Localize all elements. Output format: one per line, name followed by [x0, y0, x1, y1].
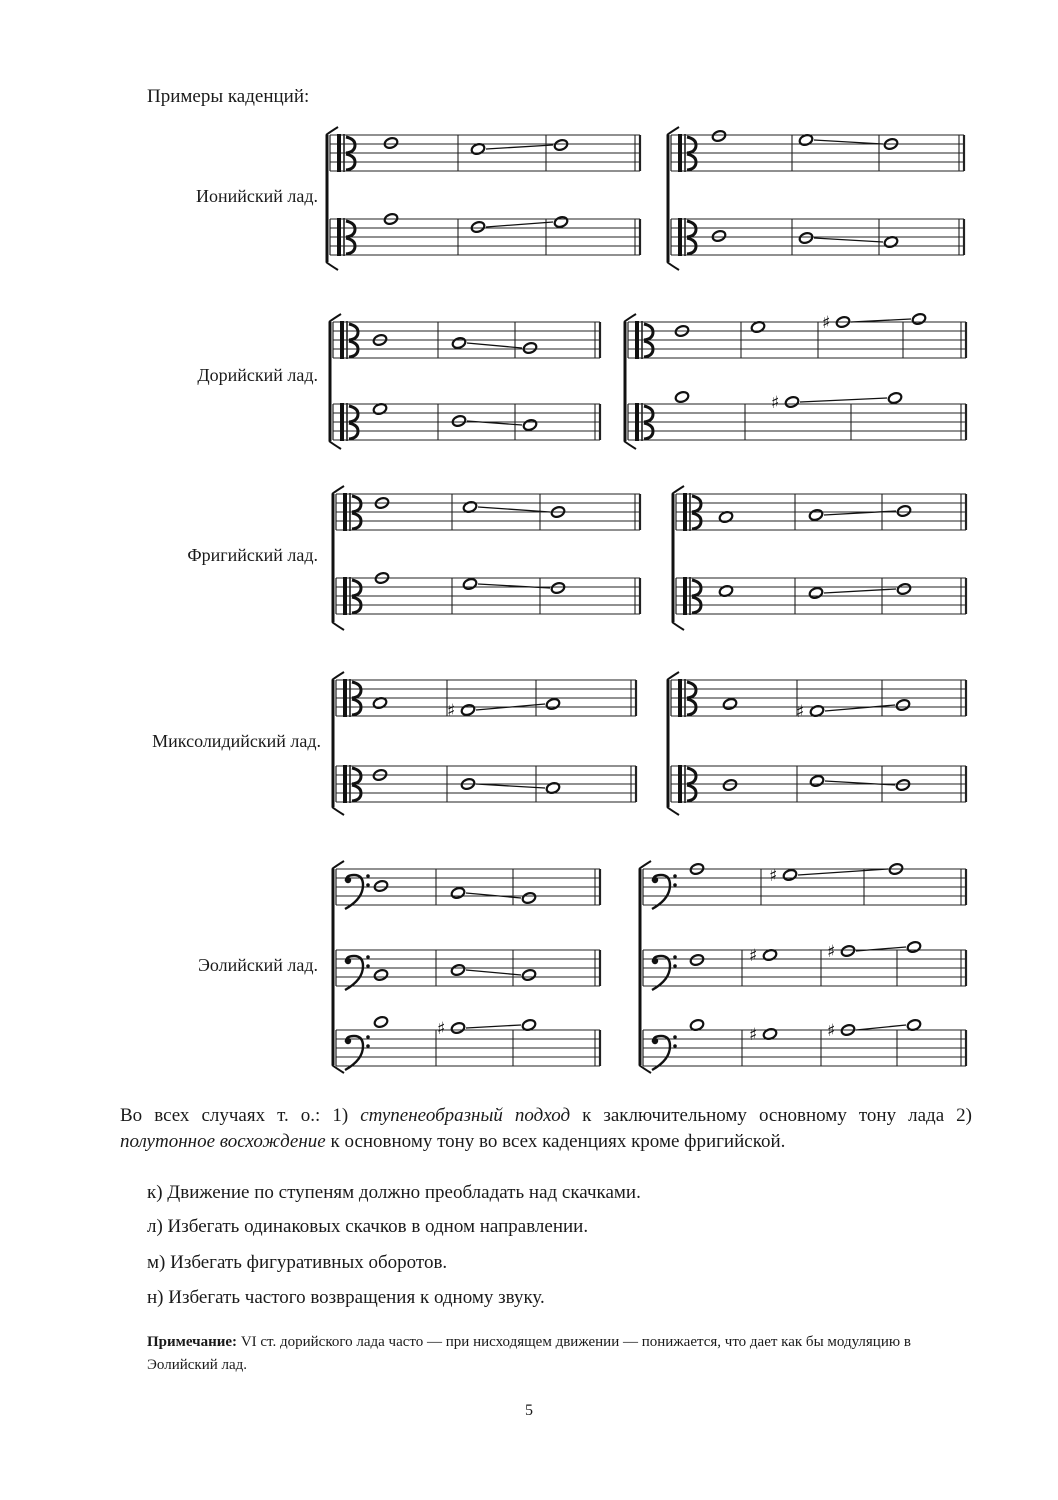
- bracket-hook-top: [332, 861, 344, 869]
- whole-note: [553, 138, 568, 151]
- footnote-label: Примечание:: [147, 1334, 238, 1350]
- whole-note: [462, 577, 477, 590]
- whole-note: [722, 697, 737, 710]
- c-clef-icon: [337, 218, 341, 256]
- f-clef-dot: [366, 1044, 370, 1048]
- rule-k: к) Движение по ступеням должно преобладать над скачками.: [147, 1182, 641, 1203]
- whole-note: [450, 963, 465, 976]
- f-clef-dot: [673, 1035, 677, 1039]
- sharp-icon: ♯: [749, 1025, 758, 1045]
- whole-note: [809, 774, 824, 787]
- summary-paragraph: [120, 1103, 972, 1155]
- sharp-icon: ♯: [749, 946, 758, 966]
- connecting-line: [478, 507, 550, 512]
- whole-note: [451, 336, 466, 349]
- whole-note: [522, 418, 537, 431]
- sharp-icon: ♯: [827, 942, 836, 962]
- bracket-hook-bottom: [332, 622, 344, 630]
- summary-suffix: к основному тону во всех каденциях кроме фригийской.: [325, 1131, 786, 1152]
- f-clef-dot: [366, 964, 370, 968]
- staff: [330, 218, 640, 256]
- rule-n: н) Избегать частого возвращения к одному звуку.: [147, 1287, 545, 1308]
- connecting-line: [800, 398, 887, 402]
- connecting-line: [814, 238, 883, 242]
- f-clef-dot: [673, 874, 677, 878]
- whole-note: [689, 953, 704, 966]
- whole-note: [808, 586, 823, 599]
- whole-note: [450, 1021, 465, 1034]
- staff: [671, 765, 966, 803]
- connecting-line: [814, 140, 883, 144]
- summary-term-stepwise: ступенеобразный подход: [360, 1105, 571, 1126]
- bracket-hook-bottom: [332, 807, 344, 815]
- bracket-hook-top: [624, 314, 636, 322]
- connecting-line: [486, 145, 553, 149]
- whole-note: [711, 229, 726, 242]
- c-clef-icon: [337, 134, 341, 172]
- staff: [671, 218, 964, 256]
- whole-note: [550, 581, 565, 594]
- footnote: [147, 1331, 973, 1377]
- c-clef-icon: [343, 493, 347, 531]
- connecting-line: [856, 1025, 906, 1030]
- connecting-line: [825, 705, 895, 711]
- sharp-icon: ♯: [447, 701, 456, 721]
- summary-middle: к заключительному основному тону лада 2): [570, 1105, 972, 1126]
- section-heading: Примеры каденций:: [147, 86, 310, 107]
- c-clef-icon: [340, 403, 344, 441]
- whole-note: [808, 508, 823, 521]
- whole-note: [906, 940, 921, 953]
- connecting-line: [467, 343, 522, 348]
- c-clef-icon: [343, 765, 347, 803]
- whole-note: [896, 582, 911, 595]
- c-clef-icon: [678, 679, 682, 717]
- bracket-hook-bottom: [667, 807, 679, 815]
- f-clef-dot: [366, 1035, 370, 1039]
- c-clef-icon: [683, 493, 687, 531]
- whole-note: [840, 944, 855, 957]
- f-clef-dot: [345, 877, 351, 883]
- whole-note: [521, 891, 536, 904]
- sharp-icon: ♯: [827, 1021, 836, 1041]
- f-clef-dot: [345, 958, 351, 964]
- sharp-icon: ♯: [796, 702, 805, 722]
- whole-note: [895, 698, 910, 711]
- whole-note: [383, 136, 398, 149]
- c-clef-icon: [340, 321, 344, 359]
- whole-note: [887, 391, 902, 404]
- sharp-icon: ♯: [771, 393, 780, 413]
- sharp-icon: ♯: [437, 1019, 446, 1039]
- bracket-hook-top: [332, 486, 344, 494]
- sharp-icon: ♯: [822, 313, 831, 333]
- whole-note: [521, 968, 536, 981]
- staff: [628, 403, 966, 441]
- whole-note: [460, 703, 475, 716]
- f-clef-dot: [673, 1044, 677, 1048]
- connecting-line: [798, 869, 888, 875]
- f-clef-dot: [366, 955, 370, 959]
- whole-note: [711, 129, 726, 142]
- rule-l: л) Избегать одинаковых скачков в одном направлении.: [147, 1216, 589, 1237]
- c-clef-icon: [678, 218, 682, 256]
- rule-m: м) Избегать фигуративных оборотов.: [147, 1252, 448, 1273]
- f-clef-dot: [652, 1038, 658, 1044]
- whole-note: [373, 968, 388, 981]
- staff: [671, 679, 966, 717]
- bracket-hook-bottom: [624, 441, 636, 449]
- bracket-hook-top: [332, 672, 344, 680]
- bracket-hook-top: [667, 127, 679, 135]
- sharp-icon: ♯: [769, 866, 778, 886]
- f-clef-dot: [345, 1038, 351, 1044]
- bracket-hook-top: [329, 314, 341, 322]
- f-clef-dot: [366, 883, 370, 887]
- bracket-hook-bottom: [667, 262, 679, 270]
- whole-note: [373, 1015, 388, 1028]
- f-clef-dot: [652, 958, 658, 964]
- whole-note: [451, 414, 466, 427]
- mode-label-phrygian: Фригийский лад.: [187, 545, 318, 565]
- whole-note: [798, 231, 813, 244]
- whole-note: [545, 697, 560, 710]
- bracket-hook-top: [667, 672, 679, 680]
- connecting-line: [476, 784, 545, 788]
- c-clef-icon: [683, 577, 687, 615]
- staff: [330, 134, 640, 172]
- bracket-hook-bottom: [326, 262, 338, 270]
- bracket-hook-bottom: [672, 622, 684, 630]
- whole-note: [782, 868, 797, 881]
- whole-note: [722, 778, 737, 791]
- c-clef-icon: [343, 577, 347, 615]
- f-clef-dot: [673, 964, 677, 968]
- bracket-hook-top: [639, 861, 651, 869]
- whole-note: [553, 215, 568, 228]
- connecting-line: [486, 222, 553, 227]
- whole-note: [470, 220, 485, 233]
- mode-label-mixolydian: Миксолидийский лад.: [152, 731, 321, 751]
- staff: [643, 950, 966, 990]
- mode-label-aeolian: Эолийский лад.: [197, 955, 318, 975]
- bracket-hook-top: [326, 127, 338, 135]
- whole-note: [674, 390, 689, 403]
- c-clef-icon: [678, 134, 682, 172]
- f-clef-dot: [673, 883, 677, 887]
- staff: [336, 1030, 600, 1070]
- connecting-line: [824, 589, 896, 593]
- f-clef-dot: [652, 877, 658, 883]
- mode-label-ionian: Ионийский лад.: [195, 186, 318, 206]
- connecting-line: [466, 1025, 521, 1028]
- c-clef-icon: [678, 765, 682, 803]
- summary-prefix: Во всех случаях т. о.: 1): [120, 1105, 361, 1126]
- c-clef-icon: [635, 403, 639, 441]
- f-clef-dot: [673, 955, 677, 959]
- footnote-text: VI ст. дорийского лада часто — при нисходящем движении — понижается, что дает как бы модуляцию в Эолийский лад.: [147, 1334, 911, 1373]
- whole-note: [450, 886, 465, 899]
- bracket-hook-top: [672, 486, 684, 494]
- whole-note: [373, 879, 388, 892]
- c-clef-icon: [635, 321, 639, 359]
- whole-note: [784, 395, 799, 408]
- staff: [643, 1030, 966, 1070]
- whole-note: [896, 504, 911, 517]
- whole-note: [522, 341, 537, 354]
- page-number: 5: [525, 1402, 533, 1419]
- c-clef-icon: [343, 679, 347, 717]
- mode-label-dorian: Дорийский лад.: [197, 365, 318, 385]
- whole-note: [911, 312, 926, 325]
- f-clef-dot: [366, 874, 370, 878]
- whole-note: [895, 778, 910, 791]
- bracket-hook-bottom: [329, 441, 341, 449]
- summary-term-semitone: полутонное восхождение: [120, 1131, 326, 1152]
